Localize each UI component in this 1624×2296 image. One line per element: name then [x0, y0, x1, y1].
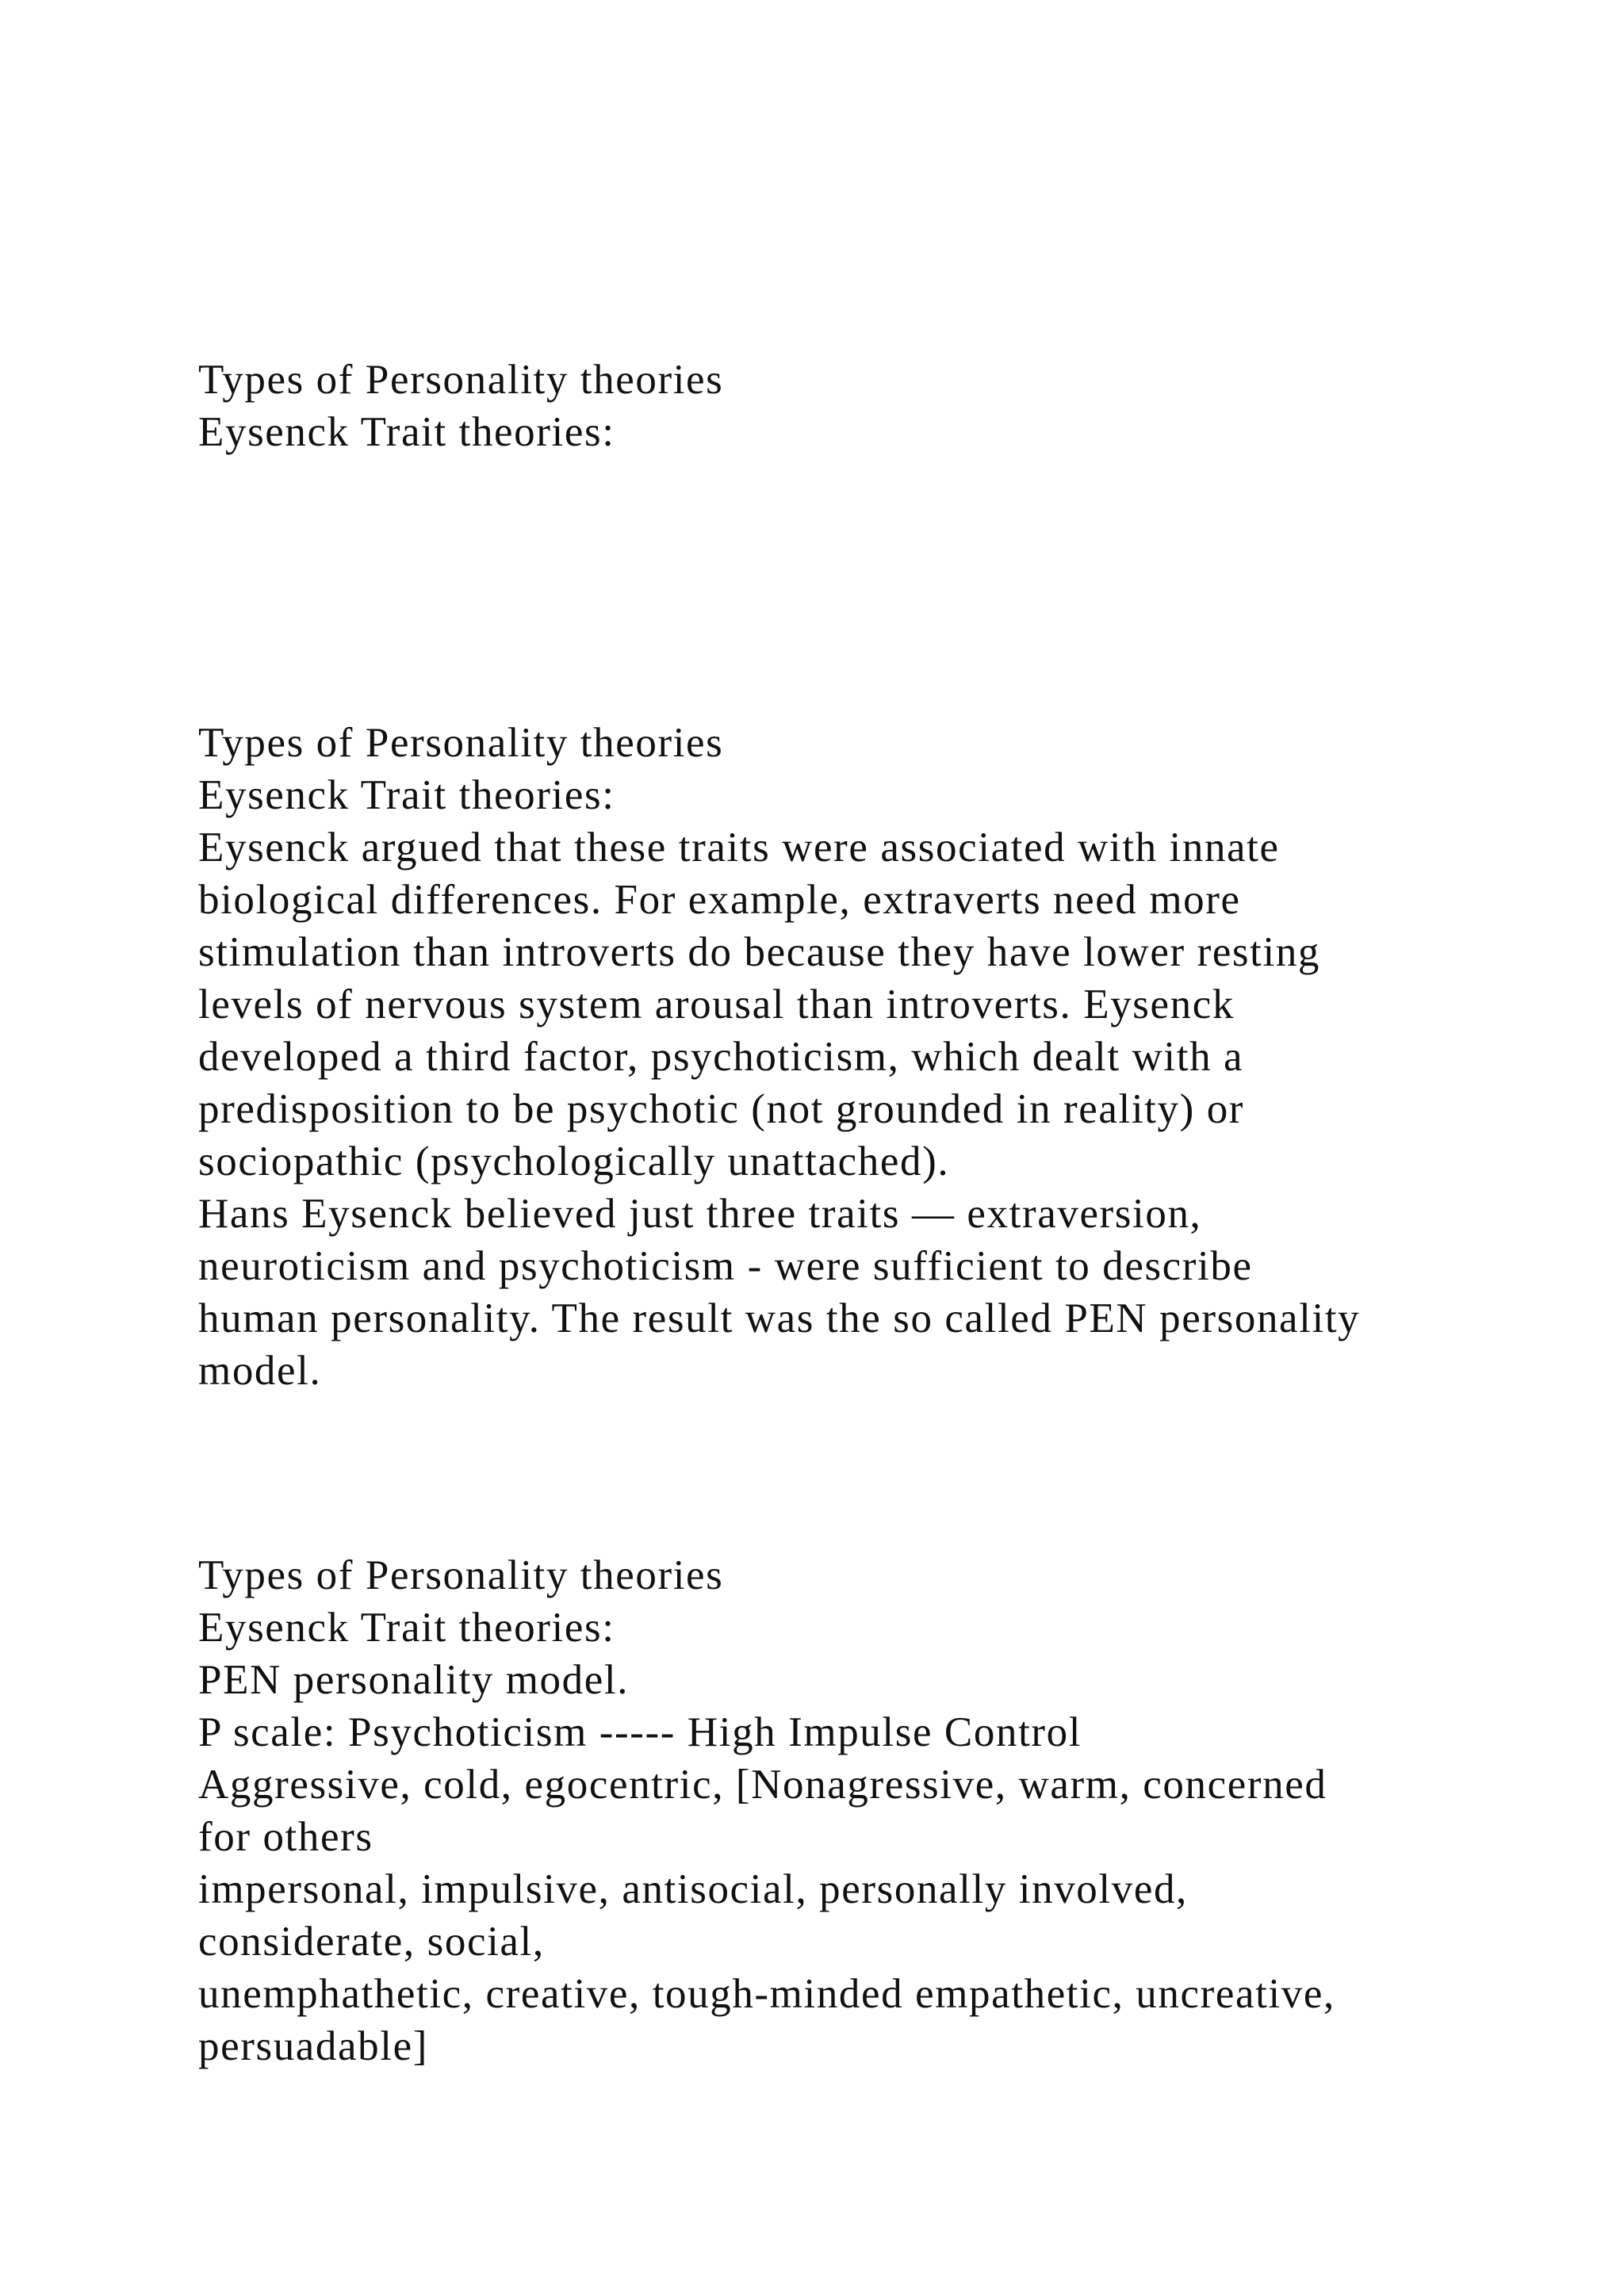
- paragraph-line: Hans Eysenck believed just three traits — extraversion,: [198, 1191, 1202, 1237]
- text-block-2: [198, 717, 1507, 1397]
- section-heading: Types of Personality theories: [198, 720, 724, 766]
- paragraph-line: levels of nervous system arousal than introverts. Eysenck: [198, 982, 1235, 1027]
- paragraph-line: human personality. The result was the so called PEN personality: [198, 1295, 1361, 1341]
- section-subheading: Eysenck Trait theories:: [198, 409, 615, 455]
- paragraph-line: Eysenck argued that these traits were associated with innate: [198, 825, 1280, 871]
- paragraph-line: stimulation than introverts do because they have lower resting: [198, 929, 1321, 975]
- trait-line: for others: [198, 1814, 373, 1860]
- paragraph-line: neuroticism and psychoticism - were sufficient to describe: [198, 1243, 1253, 1289]
- section-heading: Types of Personality theories: [198, 1552, 724, 1598]
- trait-line: persuadable]: [198, 2023, 428, 2069]
- paragraph-line: biological differences. For example, extraverts need more: [198, 877, 1241, 923]
- section-subheading: Eysenck Trait theories:: [198, 1605, 615, 1651]
- trait-line: Aggressive, cold, egocentric, [Nonagressive, warm, concerned: [198, 1762, 1327, 1808]
- section-heading: Types of Personality theories: [198, 357, 724, 403]
- trait-line: impersonal, impulsive, antisocial, personally involved,: [198, 1866, 1188, 1912]
- text-block-3: [198, 1549, 1507, 2072]
- paragraph-line: sociopathic (psychologically unattached).: [198, 1138, 950, 1184]
- scale-line: P scale: Psychoticism ----- High Impulse Control: [198, 1709, 1082, 1755]
- paragraph-line: developed a third factor, psychoticism, which dealt with a: [198, 1034, 1244, 1080]
- model-title: PEN personality model.: [198, 1657, 630, 1703]
- paragraph-line: predisposition to be psychotic (not grounded in reality) or: [198, 1086, 1245, 1132]
- text-block-1: [198, 354, 1507, 458]
- section-subheading: Eysenck Trait theories:: [198, 772, 615, 818]
- trait-line: considerate, social,: [198, 1919, 545, 1965]
- paragraph-line: model.: [198, 1348, 322, 1394]
- trait-line: unemphathetic, creative, tough-minded empathetic, uncreative,: [198, 1971, 1335, 2017]
